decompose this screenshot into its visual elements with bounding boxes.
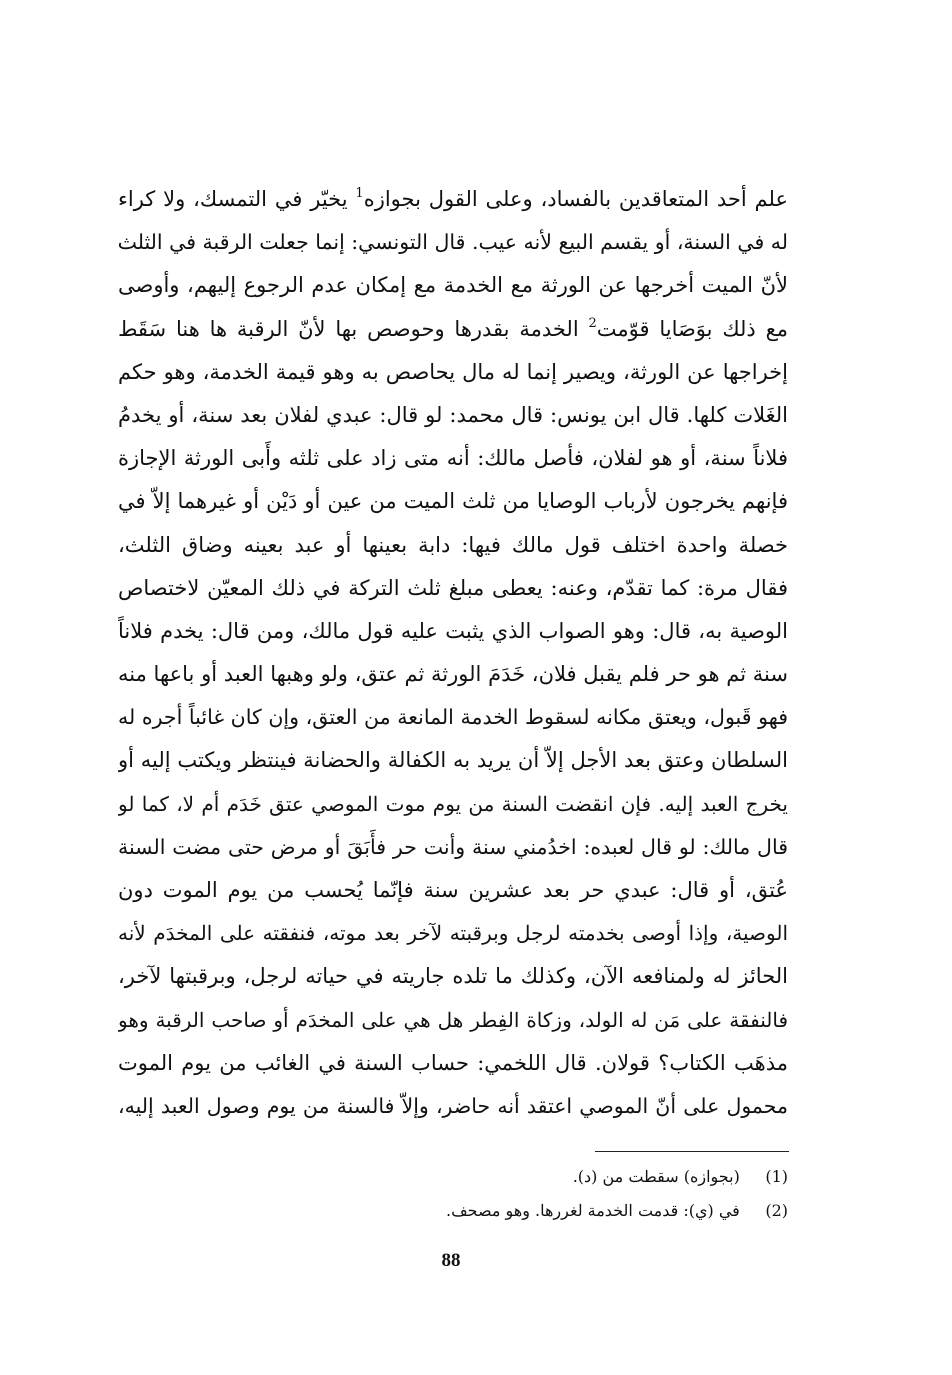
text-segment: الوصية، وإذا أوصى بخدمته لرجل وبرقبته لآخر بعد موته، فنفقته على المخدَم لأنه xyxy=(118,921,788,946)
footnote xyxy=(118,1194,788,1228)
text-segment: يخرج العبد إليه. فإن انقضت السنة من يوم موت الموصي عتق خَدَم أم لا، كما لو xyxy=(118,791,788,816)
text-line xyxy=(118,955,788,998)
main-text-block xyxy=(118,178,788,1128)
text-segment: فهو قَبول، ويعتق مكانه لسقوط الخدمة المانعة من العتق، وإن كان غائباً أجره له xyxy=(118,705,788,730)
text-line xyxy=(118,567,788,610)
footnote xyxy=(118,1160,788,1194)
text-segment: يخيّر في التمسك، ولا كراء xyxy=(118,187,356,211)
text-segment: قال مالك: لو قال لعبده: اخدُمني سنة وأنت حر فأَبَقَ أو مرض حتى مضت السنة xyxy=(118,834,788,859)
text-segment: لأنّ الميت أخرجها عن الورثة مع الخدمة مع إمكان عدم الرجوع إليهم، وأوصى xyxy=(118,273,788,298)
text-segment: الخدمة بقدرها وحوصص بها لأنّ الرقبة ها هنا سَقَط xyxy=(118,316,589,341)
text-line xyxy=(118,221,788,264)
text-line xyxy=(118,783,788,826)
text-line xyxy=(118,869,788,912)
text-line xyxy=(118,999,788,1042)
footnote-text: (بجوازه) سقطت من (د). xyxy=(572,1167,740,1186)
text-line xyxy=(118,178,788,221)
text-segment: الوصية به، قال: وهو الصواب الذي يثبت عليه قول مالك، ومن قال: يخدم فلاناً xyxy=(118,618,788,643)
text-segment: السلطان وعتق بعد الأجل إلاّ أن يريد به الكفالة والحضانة فينتظر ويكتب إليه أو xyxy=(118,748,788,773)
text-line xyxy=(118,437,788,480)
text-line xyxy=(118,524,788,567)
footnote-number: (2) xyxy=(765,1201,788,1220)
text-line xyxy=(118,696,788,739)
text-line xyxy=(118,912,788,955)
footnote-marker[interactable]: 1 xyxy=(355,186,364,201)
footnote-separator xyxy=(595,1151,789,1152)
text-line xyxy=(118,1085,788,1128)
footnote-marker[interactable]: 2 xyxy=(588,315,597,331)
text-segment: الحائز له ولمنافعه الآن، وكذلك ما تلده جاريته في حياته لرجل، وبرقبتها لآخر، xyxy=(118,964,788,989)
footnote-text: في (ي): قدمت الخدمة لغررها. وهو مصحف. xyxy=(446,1201,740,1220)
text-line xyxy=(118,351,788,394)
text-line xyxy=(118,308,788,351)
text-line xyxy=(118,610,788,653)
text-segment: الغَلات كلها. قال ابن يونس: قال محمد: لو قال: عبدي لفلان بعد سنة، أو يخدمُ xyxy=(118,402,788,427)
footnote-number: (1) xyxy=(765,1167,788,1186)
text-line xyxy=(118,653,788,696)
footnotes-block xyxy=(118,1160,788,1228)
text-line xyxy=(118,264,788,307)
text-segment: له في السنة، أو يقسم البيع لأنه عيب. قال التونسي: إنما جعلت الرقبة في الثلث xyxy=(118,230,788,255)
text-segment: عُتق، أو قال: عبدي حر بعد عشرين سنة فإنّما يُحسب من يوم الموت دون xyxy=(118,878,788,902)
text-line xyxy=(118,1042,788,1085)
text-segment: محمول على أنّ الموصي اعتقد أنه حاضر، وإلاّ فالسنة من يوم وصول العبد إليه، xyxy=(118,1093,788,1118)
text-segment: خصلة واحدة اختلف قول مالك فيها: دابة بعينها أو عبد بعينه وضاق الثلث، xyxy=(118,532,788,557)
text-segment: فلاناً سنة، أو هو لفلان، فأصل مالك: أنه متى زاد على ثلثه وأَبى الورثة الإجازة xyxy=(118,446,788,471)
text-segment: فقال مرة: كما تقدّم، وعنه: يعطى مبلغ ثلث التركة في ذلك المعيّن لاختصاص xyxy=(118,575,788,600)
text-line xyxy=(118,826,788,869)
text-line xyxy=(118,394,788,437)
text-segment: فالنفقة على مَن له الولد، وزكاة الفِطر هل هي على المخدَم أو صاحب الرقبة وهو xyxy=(118,1007,788,1032)
text-line xyxy=(118,480,788,523)
text-segment: فإنهم يخرجون لأرباب الوصايا من ثلث الميت من عين أو دَيْن أو غيرهما إلاّ في xyxy=(118,489,788,514)
text-line xyxy=(118,739,788,782)
text-segment: مذهَب الكتاب؟ قولان. قال اللخمي: حساب السنة في الغائب من يوم الموت xyxy=(118,1050,788,1075)
text-segment: مع ذلك بوَصَايا قوّمت xyxy=(596,316,788,341)
page-number: 88 xyxy=(441,1250,461,1271)
text-segment: علم أحد المتعاقدين بالفساد، وعلى القول بجوازه xyxy=(363,187,788,211)
text-segment: سنة ثم هو حر فلم يقبل فلان، خَدَمَ الورثة ثم عتق، ولو وهبها العبد أو باعها منه xyxy=(118,662,788,687)
text-segment: إخراجها عن الورثة، ويصير إنما له مال يحاصص به وهو قيمة الخدمة، وهو حكم xyxy=(118,359,788,384)
